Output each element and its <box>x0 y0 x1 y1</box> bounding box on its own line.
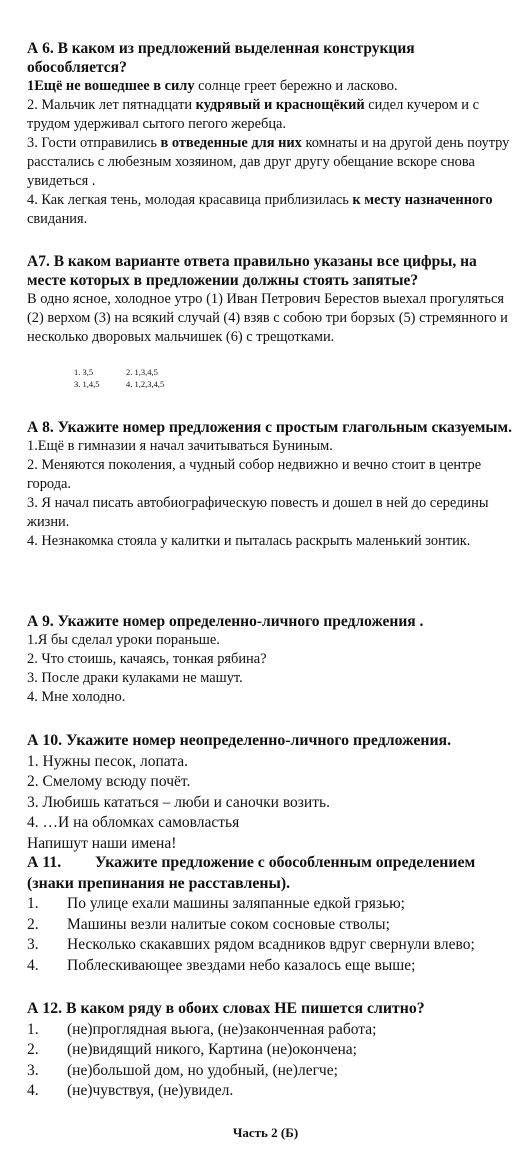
list-item: 4. Поблескивающее звездами небо казалось еще выше; <box>27 956 416 974</box>
sentence-1: 1Ещё не вошедшее в силу солнце греет бережно и ласково. <box>27 78 398 94</box>
question-heading: А 9. Укажите номер определенно-личного предложения . <box>27 613 424 630</box>
list-item: 2. Смелому всюду почёт. <box>27 773 191 790</box>
list-item: 2. Меняются поколения, а чудный собор недвижно и вечно стоит в центре города. <box>27 457 482 492</box>
question-a7 <box>27 252 517 347</box>
question-a10 <box>27 731 517 854</box>
answer-option: 2. 1,3,4,5 <box>126 367 158 377</box>
list-item: 4. (не)чувствуя, (не)увидел. <box>27 1082 234 1099</box>
question-heading: А 12. В каком ряду в обоих словах НЕ пишется слитно? <box>27 1000 425 1017</box>
list-item: 2. (не)видящий никого, Картина (не)окончена; <box>27 1041 357 1058</box>
question-a8 <box>27 418 517 551</box>
section-footer: Часть 2 (Б) <box>232 1125 299 1140</box>
list-item: 4. …И на обломках самовластья <box>27 814 240 831</box>
list-item: 1. По улице ехали машины заляпанные едкой грязью; <box>27 895 405 912</box>
answer-option: 3. 1,4,5 <box>74 379 100 389</box>
list-item: 1. Нужны песок, лопата. <box>27 752 188 770</box>
answer-option: 4. 1,2,3,4,5 <box>126 379 165 389</box>
list-item: 4. Мне холодно. <box>27 689 126 705</box>
question-heading: А 10. Укажите номер неопределенно-личного предложения. <box>27 732 452 749</box>
question-heading: А 6. В каком из предложений выделенная конструкция обособляется? <box>27 40 415 76</box>
list-item: 1.Я бы сделал уроки пораньше. <box>27 632 220 648</box>
question-a6 <box>27 39 517 229</box>
list-item: 1.Ещё в гимназии я начал зачитываться Буниным. <box>27 438 333 454</box>
list-item: 3. После драки кулаками не машут. <box>27 670 243 686</box>
sentence-3: 3. Гости отправились в отведенные для них комнаты и на другой день поутру расстались с любезным хозяином, дав друг другу обещание вскоре снова увидеться . <box>27 135 510 189</box>
question-text: В одно ясное, холодное утро (1) Иван Петрович Берестов выехал прогуляться (2) верхом (3) на всякий случай (4) взяв с собою три борзых (5) стремянного и несколько дворовых мальчишек (6) с трещотками. <box>27 291 508 345</box>
list-item: 1. (не)проглядная вьюга, (не)законченная работа; <box>27 1020 377 1038</box>
list-item: 3. Любишь кататься – люби и саночки возить. <box>27 793 330 811</box>
question-heading: А7. В каком варианте ответа правильно указаны все цифры, на месте которых в предложении должны стоять запятые? <box>27 253 477 289</box>
answer-options <box>74 366 178 390</box>
answer-option: 1. 3,5 <box>74 367 94 377</box>
sentence-2: 2. Мальчик лет пятнадцати кудрявый и краснощёкий сидел кучером и с трудом удерживал сытого пегого жеребца. <box>27 97 479 132</box>
list-item: Напишут наши имена! <box>27 834 177 852</box>
list-item: 2. Машины везли налитые соком сосновые стволы; <box>27 915 390 933</box>
list-item: 4. Незнакомка стояла у калитки и пыталась раскрыть маленький зонтик. <box>27 533 471 549</box>
question-a12 <box>27 999 517 1102</box>
list-item: 3. (не)большой дом, но удобный, (не)легче; <box>27 1061 338 1079</box>
list-item: 3. Несколько скакавших рядом всадников вдруг свернули влево; <box>27 936 475 953</box>
question-a11 <box>27 853 517 976</box>
list-item: 3. Я начал писать автобиографическую повесть и дошел в ней до середины жизни. <box>27 495 489 530</box>
question-heading: А 11. Укажите предложение с обособленным определением (знаки препинания не расставлены). <box>27 854 476 892</box>
question-a9 <box>27 612 517 707</box>
sentence-4: 4. Как легкая тень, молодая красавица приблизилась к месту назначенного свидания. <box>27 192 493 227</box>
list-item: 2. Что стоишь, качаясь, тонкая рябина? <box>27 651 267 667</box>
question-heading: А 8. Укажите номер предложения с простым глагольным сказуемым. <box>27 419 512 436</box>
